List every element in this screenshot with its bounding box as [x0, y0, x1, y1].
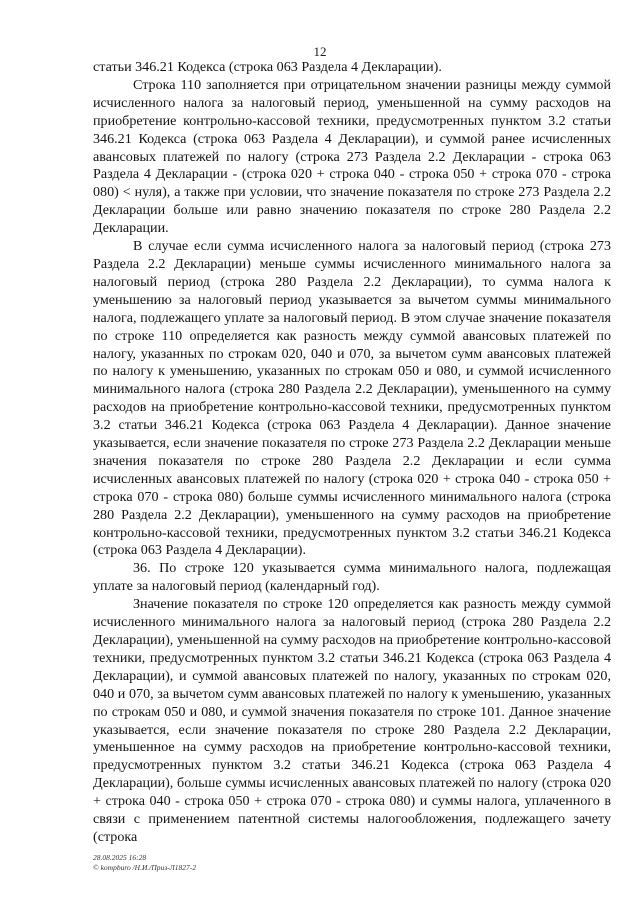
paragraph-line-110: Строка 110 заполняется при отрицательном значении разницы между суммой исчисленного налога за налоговый период, уменьшенной на сумму расходов на приобретение контрольно-кассовой техники, предусмотренных пунктом 3.2 статьи 346.21 Кодекса (строка 063 Раздела 4 Декларации), и суммой ранее исчисленных авансовых платежей по налогу (строка 273 Раздела 2.2 Декларации - строка 063 Раздела 4 Декларации - (строка 020 + строка 040 - строка 050 + строка 070 - строка 080) < нуля), а также при условии, что значение показателя по строке 273 Раздела 2.2 Декларации больше или равно значению показателя по строке 280 Раздела 2.2 Декларации. [93, 76, 611, 237]
paragraph-minimal-tax-case: В случае если сумма исчисленного налога за налоговый период (строка 273 Раздела 2.2 Декларации) меньше суммы исчисленного минимального налога за налоговый период (строка 280 Раздела 2.2 Декларации), то сумма налога к уменьшению за налоговый период указывается за вычетом суммы минимального налога, подлежащего уплате за налоговый период. В этом случае значение показателя по строке 110 определяется как разность между суммой авансовых платежей по налогу, указанных по строкам 020, 040 и 070, за вычетом сумм авансовых платежей по налогу к уменьшению, указанных по строкам 050 и 080, и суммой исчисленного минимального налога (строка 280 Раздела 2.2 Декларации), уменьшенного на сумму расходов на приобретение контрольно-кассовой техники, предусмотренных пунктом 3.2 статьи 346.21 Кодекса (строка 063 Раздела 4 Декларации). Данное значение указывается, если значение показателя по строке 273 Раздела 2.2 Декларации меньше значения показателя по строке 280 Раздела 2.2 Декларации и если сумма исчисленных авансовых платежей по налогу (строка 020 + строка 040 - строка 050 + строка 070 - строка 080) больше суммы исчисленного минимального налога (строка 280 Раздела 2.2 Декларации), уменьшенного на сумму расходов на приобретение контрольно-кассовой техники, предусмотренных пунктом 3.2 статьи 346.21 Кодекса (строка 063 Раздела 4 Декларации). [93, 238, 611, 559]
footer-stamp [93, 853, 196, 873]
paragraph-line-120: Значение показателя по строке 120 определяется как разность между суммой исчисленного минимального налога за налоговый период (строка 280 Раздела 2.2 Декларации), уменьшенной на сумму расходов на приобретение контрольно-кассовой техники, предусмотренных пунктом 3.2 статьи 346.21 Кодекса (строка 063 Раздела 4 Декларации), и суммой авансовых платежей по налогу, указанных по строкам 020, 040 и 070, за вычетом сумм авансовых платежей по налогу к уменьшению, указанных по строкам 050 и 080, и суммой значения показателя по строке 101. Данное значение указывается, если значение показателя по строке 280 Раздела 2.2 Декларации, уменьшенное на сумму расходов на приобретение контрольно-кассовой техники, предусмотренных пунктом 3.2 статьи 346.21 Кодекса (строка 063 Раздела 4 Декларации), больше суммы исчисленных авансовых платежей по налогу (строка 020 + строка 040 - строка 050 + строка 070 - строка 080) и суммы налога, уплаченного в связи с применением патентной системы налогообложения, подлежащего зачету (строка [93, 596, 611, 845]
paragraph-continuation: статьи 346.21 Кодекса (строка 063 Раздела 4 Декларации). [93, 59, 442, 75]
document-body [93, 59, 611, 847]
footer-source: © kompburo /Н.И./Приз-Л1827-2 [93, 863, 197, 872]
page-number: 12 [313, 44, 327, 59]
paragraph-item-36: 36. По строке 120 указывается сумма минимального налога, подлежащая уплате за налоговый период (календарный год). [93, 560, 611, 595]
footer-datetime: 28.08.2025 16:28 [93, 853, 147, 862]
